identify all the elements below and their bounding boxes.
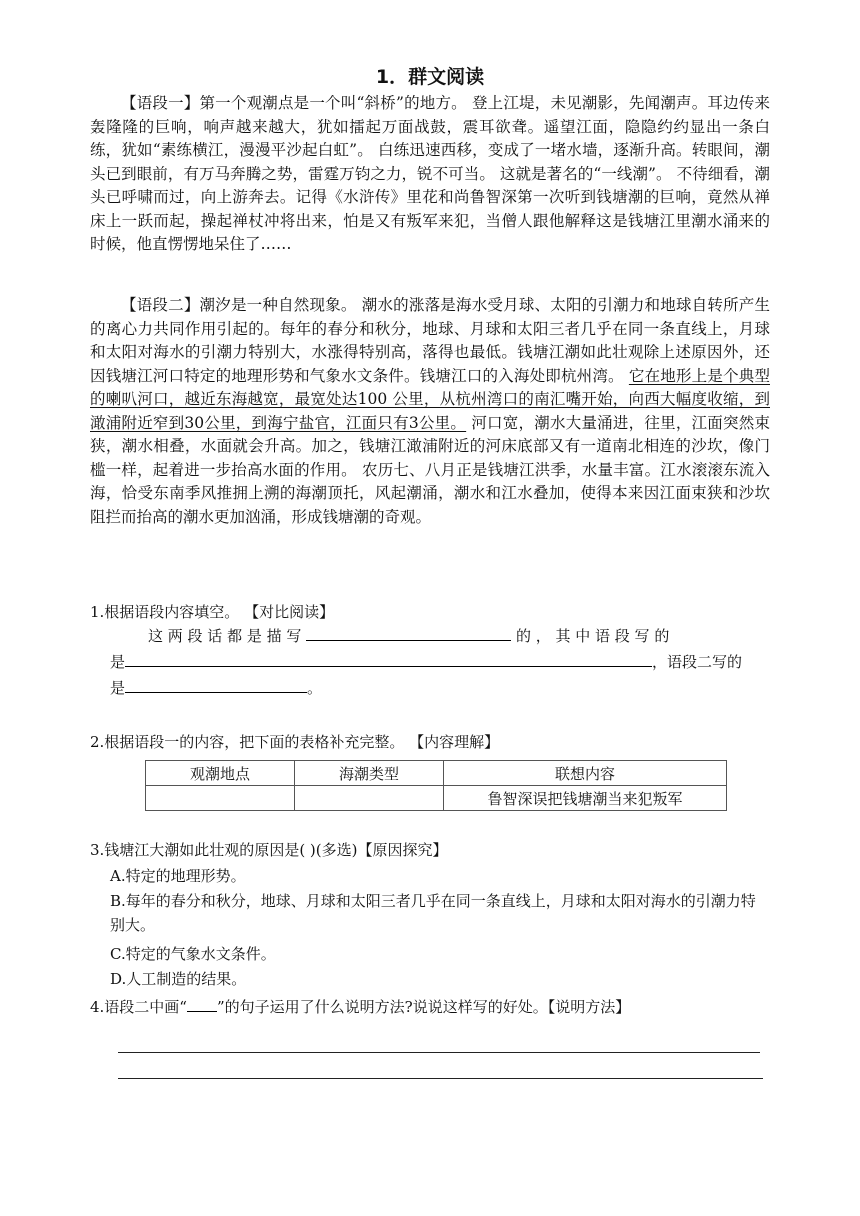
question-1-blank-3[interactable] [125,674,307,693]
question-1-line-1-b: 的 ， 其 中 语 段 写 的 [515,627,670,645]
table-answer-cell[interactable] [146,786,295,811]
passage-one [90,92,770,257]
page-title: 1．群文阅读 [375,66,485,88]
question-1-blank-1[interactable] [306,622,511,641]
table-header-cell: 海潮类型 [295,761,444,786]
passage-one-label: 【语段一】 [121,94,200,112]
question-3-option-a: A.特定的地理形势。 [110,867,246,885]
question-3-option-b: B.每年的春分和秋分，地球、月球和太阳三者几乎在同一条直线上，月球和太阳对海水的引潮力特别大。 [110,892,756,934]
question-4-underline-mark [187,997,217,1012]
passage-two-text-after: 河口宽，潮水大量涌进，往里，江面突然束狭，潮水相叠，水面就会升高。加之，钱塘江澉浦附近的河床底部又有一道南北相连的沙坎，像门槛一样，起着进一步抬高水面的作用。 农历七、八月正是钱塘江洪季，水量丰富。江水滚滚东流入海，恰受东南季风推拥上溯的海潮顶托，风起潮涌，潮水和江水叠加，使得本来因江面束狭和沙坎阻拦而抬高的潮水更加汹涌，形成钱塘潮的奇观。 [90,413,770,526]
question-1-blank-2[interactable] [125,648,652,667]
table-cell: 鲁智深误把钱塘潮当来犯叛军 [444,786,727,811]
question-2-table [145,760,727,811]
passage-two-text-before: 潮汐是一种自然现象。 潮水的涨落是海水受月球、太阳的引潮力和地球自转所产生的离心力共同作用引起的。每年的春分和秋分，地球、月球和太阳三者几乎在同一条直线上，月球和太阳对海水的引潮力特别大，水涨得特别高，落得也最低。钱塘江潮如此壮观除上述原因外，还因钱塘江河口特定的地理形势和气象水文条件。钱塘江口的入海处即杭州湾。 [90,296,770,385]
passage-one-text: 第一个观潮点是一个叫“斜桥”的地方。 登上江堤，未见潮影，先闻潮声。耳边传来轰隆隆的巨响，响声越来越大，犹如擂起万面战鼓，震耳欲聋。遥望江面，隐隐约约显出一条白练，犹如“素练横江，漫漫平沙起白虹”。 白练迅速西移，变成了一堵水墙，逐渐升高。转眼间，潮头已到眼前，有万马奔腾之势，雷霆万钧之力，锐不可当。 这就是著名的“一线潮”。 不待细看，潮头已呼啸而过，向上游奔去。记得《水浒传》里花和尚鲁智深第一次听到钱塘潮的巨响，竟然从禅床上一跃而起，操起禅杖冲将出来，怕是又有叛军来犯，当僧人跟他解释这是钱塘江里潮水涌来的时候，他直愣愣地呆住了…… [90,94,770,253]
table-row [146,786,727,811]
question-1-line-2-a: 是 [110,653,126,671]
question-4-stem-b: ”的句子运用了什么说明方法?说说这样写的好处。【说明方法】 [216,998,631,1016]
question-1-line-2-b: ，语段二写的 [652,653,743,671]
table-answer-cell[interactable] [295,786,444,811]
question-1-stem: 1.根据语段内容填空。 【对比阅读】 [90,603,335,621]
question-1-line-1-a: 这 两 段 话 都 是 描 写 [148,627,302,645]
question-3-stem: 3.钱塘江大潮如此壮观的原因是( )(多选)【原因探究】 [90,841,448,859]
table-header-row [146,761,727,786]
question-4-stem-a: 4.语段二中画“ [90,998,187,1016]
answer-line-2[interactable] [118,1078,763,1079]
question-2-stem: 2.根据语段一的内容，把下面的表格补充完整。 【内容理解】 [90,733,500,751]
passage-two [90,294,770,529]
question-1-line-3 [110,674,775,701]
question-1-line-2 [110,648,775,675]
passage-two-label: 【语段二】 [121,296,200,314]
question-1-line-3-b: 。 [307,679,323,697]
table-header-cell: 观潮地点 [146,761,295,786]
table-header-cell: 联想内容 [444,761,727,786]
question-3-option-c: C.特定的气象水文条件。 [110,945,276,963]
answer-line-1[interactable] [118,1052,760,1053]
question-1-line-3-a: 是 [110,679,126,697]
passage-two-underlined-sentence: 它在地形上是个典型的喇叭河口，越近东海越宽，最宽处达100 公里，从杭州湾口的南汇嘴开始，向西大幅度收缩，到澉浦附近窄到30公里，到海宁盐官，江面只有3公里。 [90,366,770,432]
question-4-stem [90,995,780,1019]
question-1-line-1 [110,622,775,649]
question-3-option-d: D.人工制造的结果。 [110,970,247,988]
